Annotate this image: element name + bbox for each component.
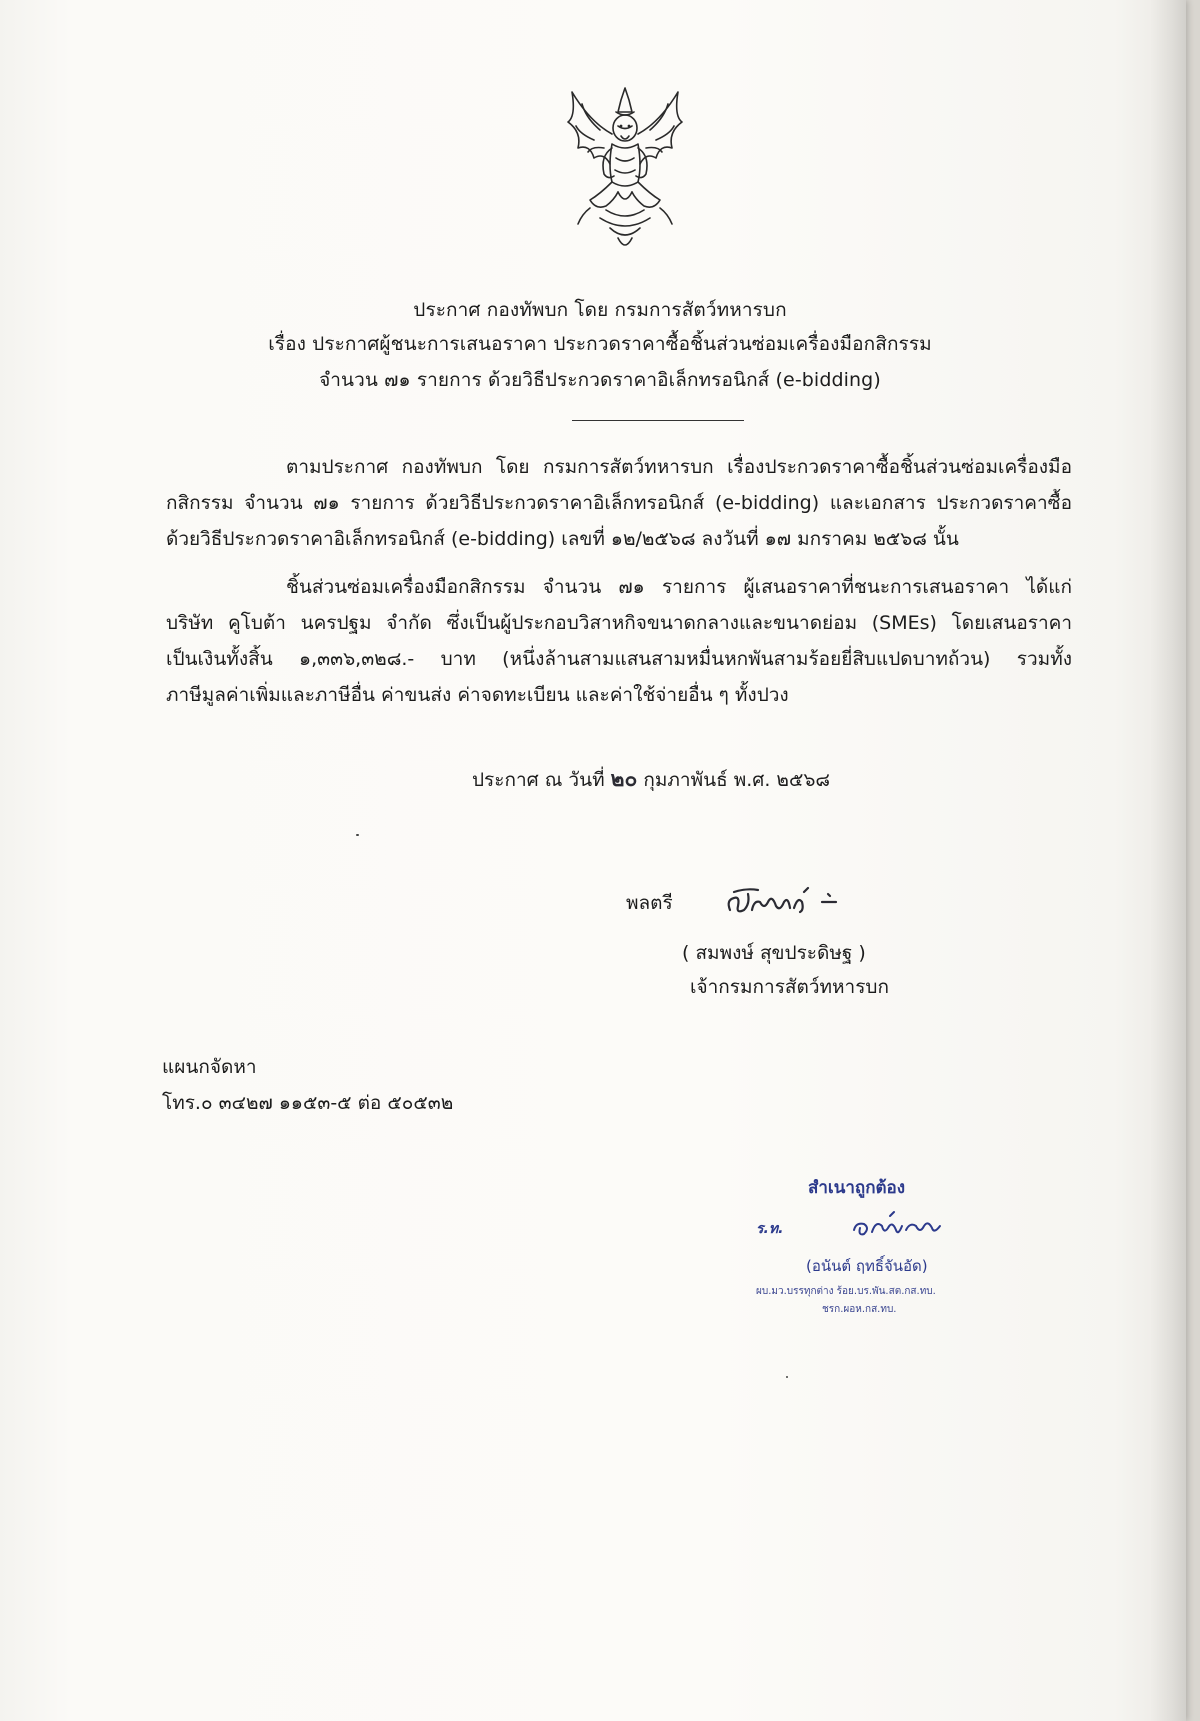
certified-copy-signature	[850, 1208, 950, 1242]
announcement-subject: เรื่อง ประกาศผู้ชนะการเสนอราคา ประกวดราคาซื้อชิ้นส่วนซ่อมเครื่องมือกสิกรรม	[268, 333, 932, 355]
certified-copy-position-line-1: ผบ.มว.บรรทุกต่าง ร้อย.บร.พัน.สต.กส.ทบ.	[756, 1286, 936, 1297]
signatory-rank: พลตรี	[626, 892, 673, 914]
date-day-handwritten: ๒๐	[610, 766, 638, 791]
announcement-subject-continued: จำนวน ๗๑ รายการ ด้วยวิธีประกวดราคาอิเล็กทรอนิกส์ (e-bidding)	[319, 369, 881, 391]
signatory-position: เจ้ากรมการสัตว์ทหารบก	[690, 976, 889, 998]
contact-phone: โทร.๐ ๓๔๒๗ ๑๑๕๓-๕ ต่อ ๕๐๕๓๒	[162, 1092, 454, 1114]
scan-speck	[356, 834, 359, 836]
announcement-heading-line1: ประกาศ กองทัพบก โดย กรมการสัตว์ทหารบก	[413, 299, 787, 321]
certified-copy-position-line-2: ชรก.ผอห.กส.ทบ.	[822, 1304, 897, 1315]
signatory-name: ( สมพงษ์ สุขประดิษฐ )	[682, 942, 866, 964]
announcement-date	[472, 768, 830, 791]
paragraph-2-line-3: เป็นเงินทั้งสิ้น ๑,๓๓๖,๓๒๘.- บาท (หนึ่งล้านสามแสนสามหมื่นหกพันสามร้อยยี่สิบแปดบาทถ้วน) รวมทั้ง	[166, 648, 1072, 670]
paragraph-2-line-1: ชิ้นส่วนซ่อมเครื่องมือกสิกรรม จำนวน ๗๑ รายการ ผู้เสนอราคาที่ชนะการเสนอราคา ได้แก่	[286, 576, 1072, 598]
paragraph-1-line-2: กสิกรรม จำนวน ๗๑ รายการ ด้วยวิธีประกวดราคาอิเล็กทรอนิกส์ (e-bidding) และเอกสาร ประกวดราคาซื้อ	[166, 492, 1072, 514]
certified-copy-rank: ร.ท.	[756, 1221, 784, 1237]
paragraph-1-line-3: ด้วยวิธีประกวดราคาอิเล็กทรอนิกส์ (e-bidding) เลขที่ ๑๒/๒๕๖๘ ลงวันที่ ๑๗ มกราคม ๒๕๖๘ นั้น	[166, 528, 959, 550]
certified-copy-title: สำเนาถูกต้อง	[808, 1178, 906, 1198]
certified-copy-name: (อนันต์ ฤทธิ์จันอัด)	[806, 1257, 928, 1275]
page-fold-shadow	[1150, 0, 1186, 1721]
paragraph-1-line-1: ตามประกาศ กองทัพบก โดย กรมการสัตว์ทหารบก เรื่องประกวดราคาซื้อชิ้นส่วนซ่อมเครื่องมือ	[286, 456, 1072, 478]
contact-department: แผนกจัดหา	[162, 1056, 257, 1078]
scan-speck	[786, 1376, 788, 1378]
date-suffix: กุมภาพันธ์ พ.ศ. ๒๕๖๘	[643, 769, 831, 791]
paragraph-2-line-4: ภาษีมูลค่าเพิ่มและภาษีอื่น ค่าขนส่ง ค่าจดทะเบียน และค่าใช้จ่ายอื่น ๆ ทั้งปวง	[166, 684, 789, 706]
paragraph-2-line-2: บริษัท คูโบต้า นครปฐม จำกัด ซึ่งเป็นผู้ประกอบวิสาหกิจขนาดกลางและขนาดย่อม (SMEs) โดยเสนอราคา	[166, 612, 1072, 634]
heading-divider	[572, 420, 744, 421]
garuda-emblem-icon	[560, 82, 690, 262]
signature-scribble	[724, 880, 844, 922]
date-prefix: ประกาศ ณ วันที่	[472, 769, 605, 791]
